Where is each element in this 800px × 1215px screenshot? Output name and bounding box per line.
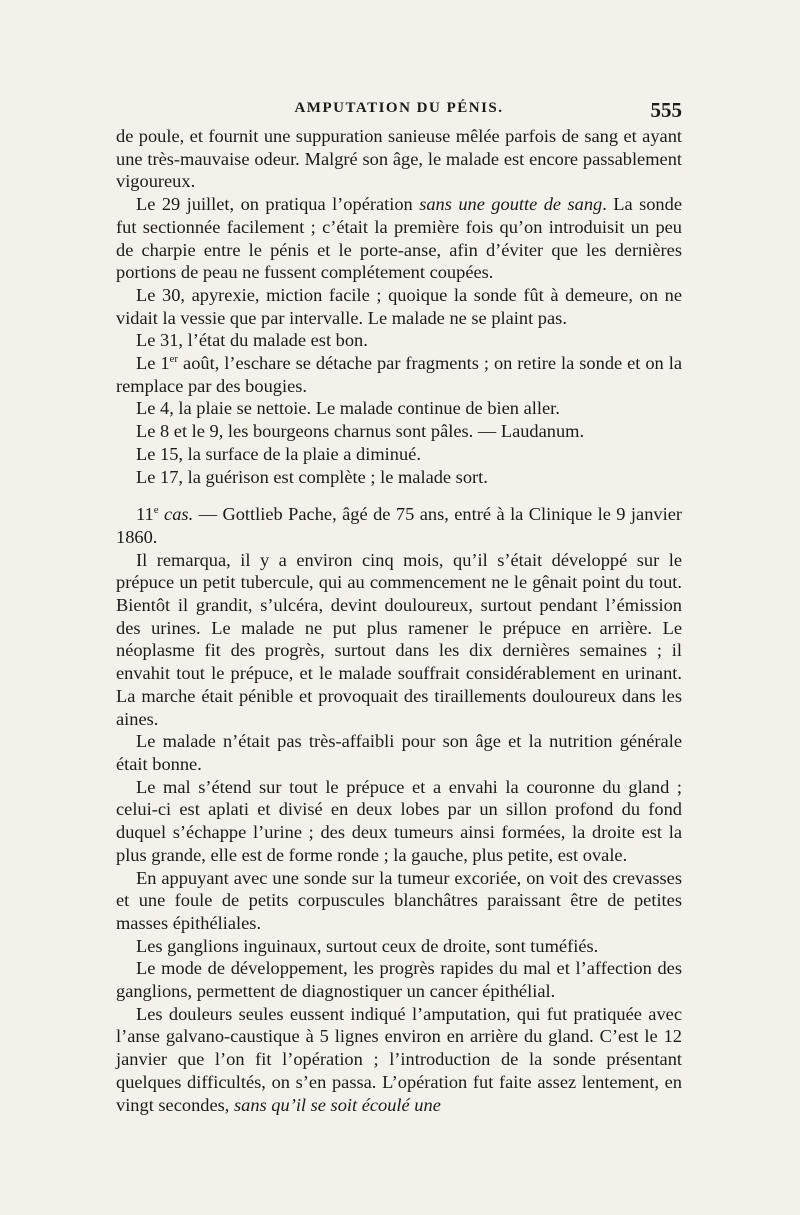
body-text: [116, 125, 682, 1116]
paragraph-text: Les douleurs seules eussent indiqué l’amputation, qui fut pratiquée avec l’anse galvano-caustique à 5 lignes environ en arrière du gland. C’est le 12 janvier que l’on fit l’opération ; l’introduction de la sonde présentant quelques difficultés, on s’en passa. L’opération fut faite assez lentement, en vingt secondes,: [116, 1003, 682, 1115]
paragraph-text: En appuyant avec une sonde sur la tumeur excoriée, on voit des crevasses et une foule de petits corpuscules blanchâtres paraissant être de petites masses épithéliales.: [116, 867, 682, 933]
paragraph: [116, 776, 682, 867]
superscript: er: [169, 353, 179, 366]
paragraph: [116, 466, 682, 489]
paragraph-text: . La sonde fut sectionnée facilement ; c’était la première fois qu’on introduisit un peu de charpie entre le pénis et le porte-anse, afin d’éviter que les dernières portions de peau ne fussent complétement coupées.: [116, 194, 682, 283]
italic-text: cas.: [158, 504, 194, 525]
paragraph: [116, 397, 682, 420]
paragraph-text: Le mal s’étend sur tout le prépuce et a envahi la couronne du gland ; celui-ci est aplati et divisé en deux lobes par un sillon profond du fond duquel s’échappe l’urine ; des deux tumeurs ainsi formées, la droite est la plus grande, elle est de forme ronde ; la gauche, plus petite, est ovale.: [116, 776, 682, 865]
paragraph: [116, 549, 682, 731]
paragraph: [116, 1003, 682, 1117]
paragraph-text: Il remarqua, il y a environ cinq mois, qu’il s’était développé sur le prépuce un petit tubercule, qui au commencement ne le gênait point du tout. Bientôt il grandit, s’ulcéra, devint douloureux, surtout pendant l’émission des urines. Le malade ne put plus ramener le prépuce en arrière. Le néoplasme fit des progrès, surtout dans les dix dernières semaines ; il envahit tout le prépuce, et le malade souffrait considérablement en urinant. La marche était pénible et provoquait des tiraillements douloureux dans les aines.: [116, 549, 682, 729]
paragraph: [116, 352, 682, 397]
paragraph-text: Le mode de développement, les progrès rapides du mal et l’affection des ganglions, permettent de diagnostiquer un cancer épithélial.: [116, 958, 682, 1002]
paragraph-text: Le 30, apyrexie, miction facile ; quoique la sonde fût à demeure, on ne vidait la vessie que par intervalle. Le malade ne se plaint pas.: [116, 284, 682, 328]
paragraph: [116, 957, 682, 1002]
paragraph-text: Le malade n’était pas très-affaibli pour son âge et la nutrition générale était bonne.: [116, 731, 682, 774]
paragraph-text: Le 1: [136, 353, 170, 374]
italic-text: sans une goutte de sang: [419, 194, 603, 215]
case-number: 11: [136, 504, 154, 525]
paragraph-text: août, l’eschare se détache par fragments ; on retire la sonde et on la remplace par des bougies.: [116, 353, 682, 396]
paragraph-text: de poule, et fournit une suppuration sanieuse mêlée parfois de sang et ayant une très-mauvaise odeur. Malgré son âge, le malade est encore passablement vigoureux.: [116, 126, 682, 192]
paragraph: [116, 284, 682, 329]
paragraph: [116, 125, 682, 193]
paragraph-text: Le 8 et le 9, les bourgeons charnus sont pâles. — Laudanum.: [136, 421, 585, 442]
paragraph: [116, 193, 682, 284]
paragraph: [116, 730, 682, 775]
paragraph-text: Le 15, la surface de la plaie a diminué.: [136, 443, 421, 464]
paragraph-text: Le 4, la plaie se nettoie. Le malade continue de bien aller.: [136, 398, 560, 419]
paragraph: [116, 867, 682, 935]
case-heading: [116, 503, 682, 548]
paragraph-text: Le 29 juillet, on pratiqua l’opération: [136, 194, 420, 215]
paragraph-text: Le 17, la guérison est complète ; le malade sort.: [136, 466, 488, 487]
paragraph-text: Les ganglions inguinaux, surtout ceux de droite, sont tuméfiés.: [136, 935, 599, 956]
paragraph-text: — Gottlieb Pache, âgé de 75 ans, entré à la Clinique le 9 janvier 1860.: [116, 504, 682, 547]
page-number: 555: [650, 98, 682, 122]
paragraph-text: Le 31, l’état du malade est bon.: [136, 330, 368, 351]
running-title: AMPUTATION DU PÉNIS.: [294, 100, 504, 116]
paragraph: [116, 329, 682, 352]
paragraph: [116, 443, 682, 466]
italic-text: sans qu’il se soit écoulé une: [234, 1094, 441, 1115]
running-head: [116, 100, 682, 124]
paragraph: [116, 420, 682, 443]
superscript: e: [153, 504, 159, 517]
paragraph: [116, 935, 682, 958]
